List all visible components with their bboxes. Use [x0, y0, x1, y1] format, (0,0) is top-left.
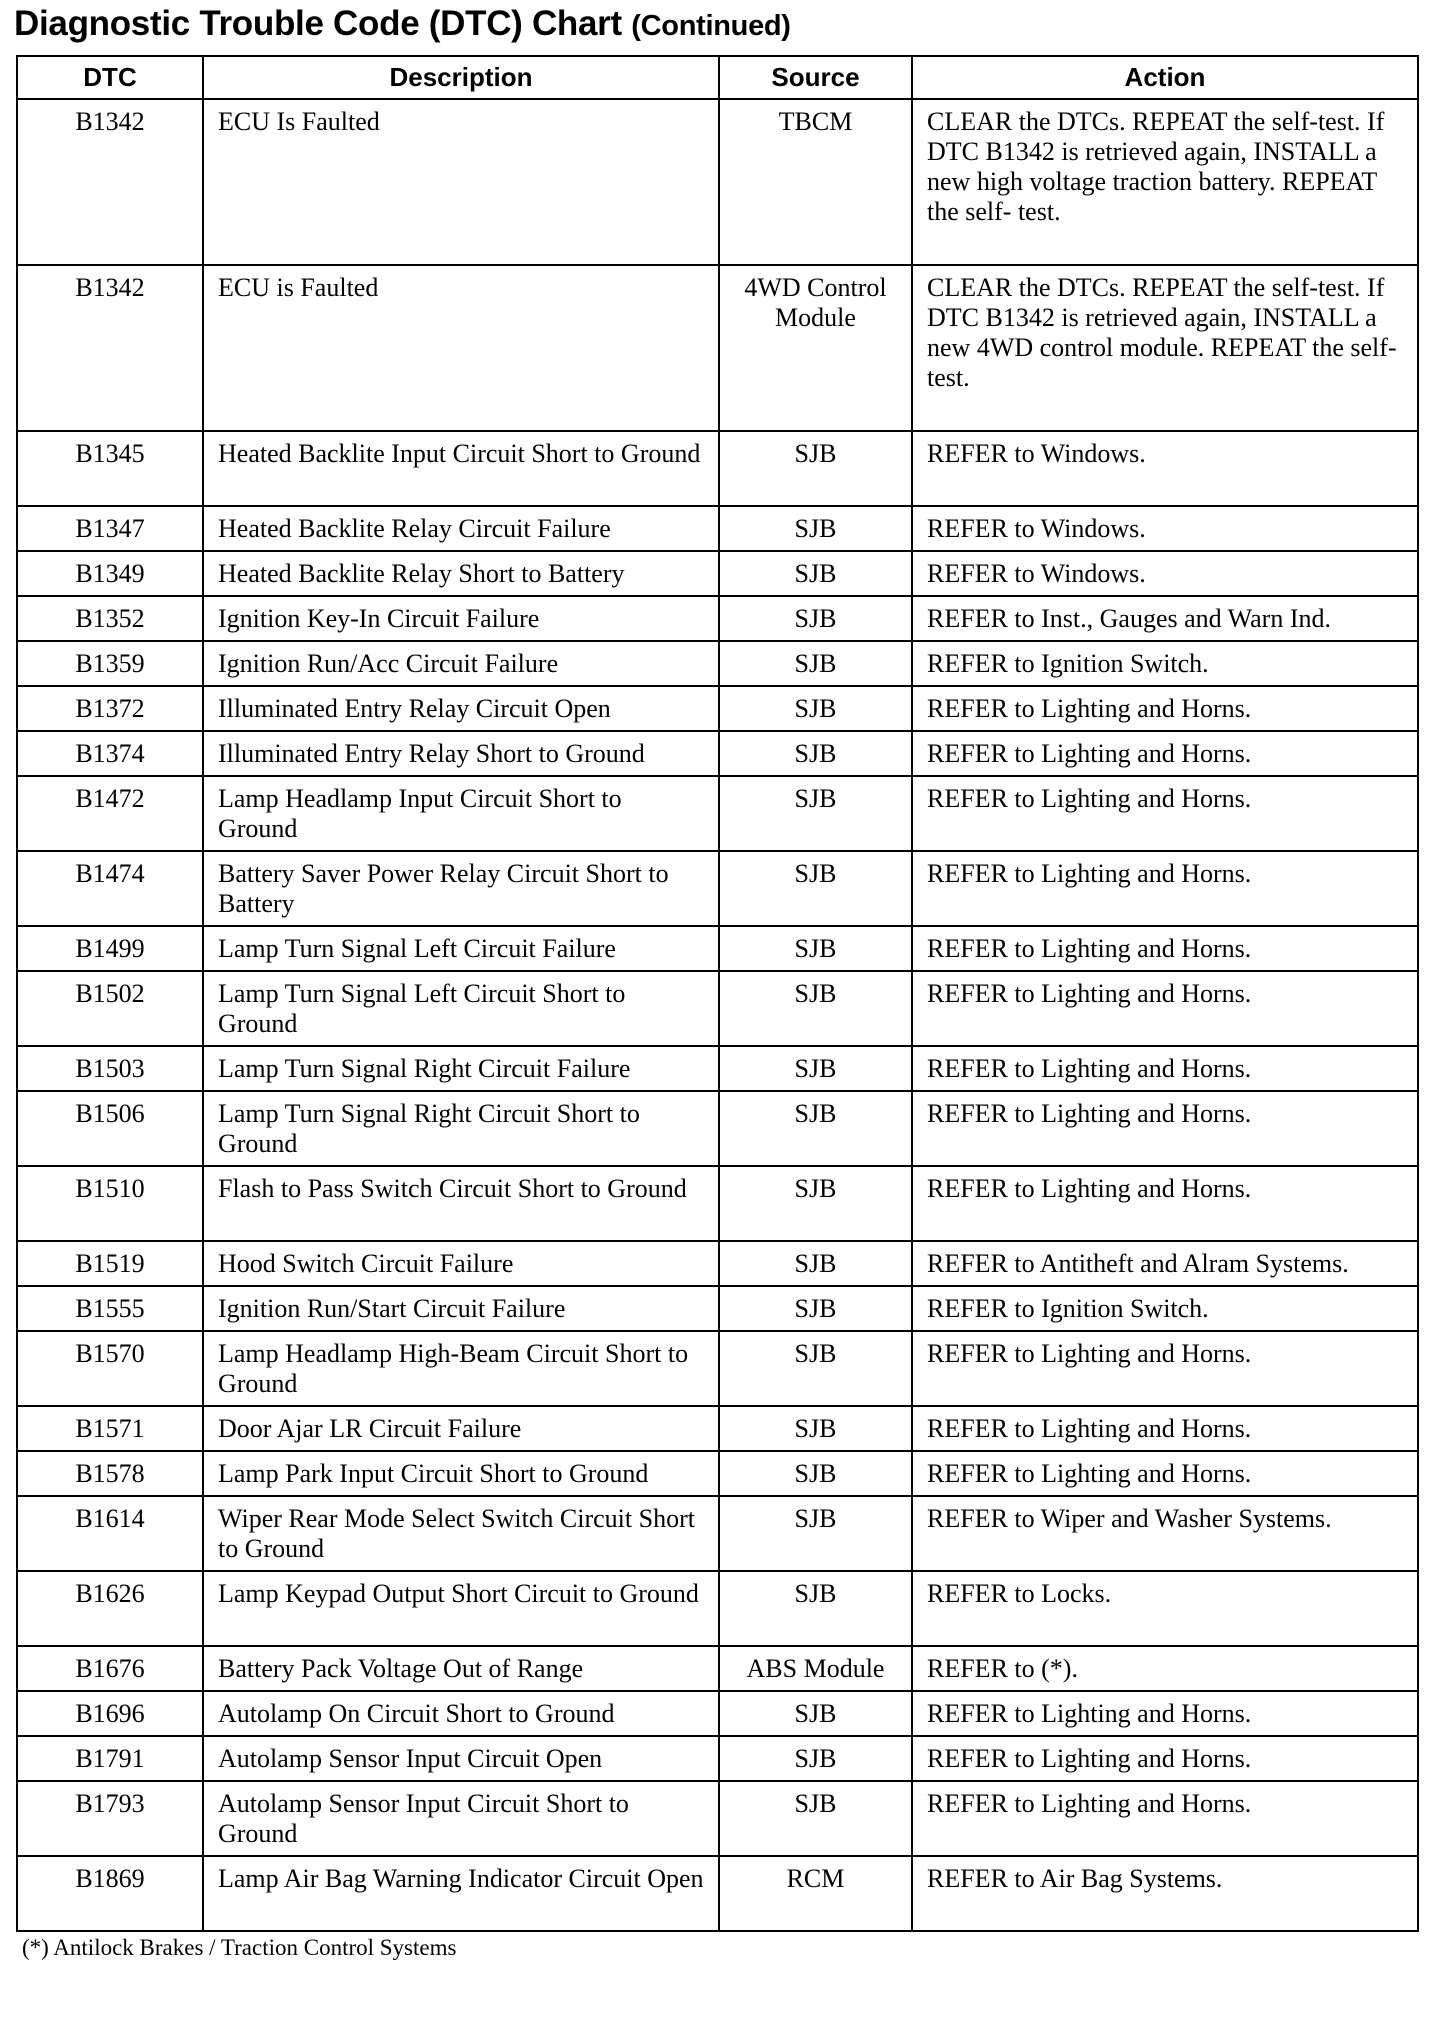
table-row	[17, 971, 1418, 1046]
table-row	[17, 265, 1418, 431]
dtc-action: CLEAR the DTCs. REPEAT the self-test. If DTC B1342 is retrieved again, INSTALL a new 4WD control module. REPEAT the self-test.	[912, 265, 1418, 431]
dtc-code: B1503	[17, 1046, 203, 1091]
dtc-description: Flash to Pass Switch Circuit Short to Ground	[203, 1166, 719, 1241]
dtc-action: REFER to Antitheft and Alram Systems.	[912, 1241, 1418, 1286]
dtc-description: Autolamp On Circuit Short to Ground	[203, 1691, 719, 1736]
dtc-source: SJB	[719, 1046, 912, 1091]
dtc-code: B1571	[17, 1406, 203, 1451]
dtc-source: SJB	[719, 686, 912, 731]
dtc-action: REFER to Windows.	[912, 551, 1418, 596]
dtc-description: Lamp Turn Signal Left Circuit Failure	[203, 926, 719, 971]
table-row	[17, 1856, 1418, 1931]
dtc-description: ECU is Faulted	[203, 265, 719, 431]
dtc-description: Lamp Headlamp High-Beam Circuit Short to Ground	[203, 1331, 719, 1406]
dtc-source: SJB	[719, 1091, 912, 1166]
dtc-source: 4WD Control Module	[719, 265, 912, 431]
dtc-source: SJB	[719, 1451, 912, 1496]
dtc-code: B1372	[17, 686, 203, 731]
dtc-code: B1578	[17, 1451, 203, 1496]
dtc-code: B1342	[17, 99, 203, 265]
dtc-code: B1614	[17, 1496, 203, 1571]
dtc-description: Autolamp Sensor Input Circuit Open	[203, 1736, 719, 1781]
dtc-action: REFER to Lighting and Horns.	[912, 1046, 1418, 1091]
dtc-action: REFER to Lighting and Horns.	[912, 1736, 1418, 1781]
header-description: Description	[203, 56, 719, 99]
dtc-description: Illuminated Entry Relay Circuit Open	[203, 686, 719, 731]
dtc-description: Battery Pack Voltage Out of Range	[203, 1646, 719, 1691]
dtc-source: SJB	[719, 1166, 912, 1241]
dtc-action: REFER to Lighting and Horns.	[912, 1451, 1418, 1496]
table-row	[17, 1571, 1418, 1646]
table-row	[17, 1691, 1418, 1736]
header-action: Action	[912, 56, 1418, 99]
dtc-code: B1506	[17, 1091, 203, 1166]
dtc-action: REFER to Lighting and Horns.	[912, 851, 1418, 926]
dtc-code: B1349	[17, 551, 203, 596]
dtc-action: REFER to Air Bag Systems.	[912, 1856, 1418, 1931]
table-row	[17, 1781, 1418, 1856]
dtc-source: SJB	[719, 851, 912, 926]
dtc-code: B1676	[17, 1646, 203, 1691]
page-title	[14, 4, 791, 44]
table-row	[17, 1451, 1418, 1496]
dtc-description: Lamp Air Bag Warning Indicator Circuit Open	[203, 1856, 719, 1931]
dtc-source: RCM	[719, 1856, 912, 1931]
dtc-description: Wiper Rear Mode Select Switch Circuit Short to Ground	[203, 1496, 719, 1571]
table-row	[17, 1646, 1418, 1691]
dtc-code: B1342	[17, 265, 203, 431]
dtc-description: Hood Switch Circuit Failure	[203, 1241, 719, 1286]
title-text: Diagnostic Trouble Code (DTC) Chart	[14, 4, 622, 43]
dtc-description: Lamp Turn Signal Left Circuit Short to Ground	[203, 971, 719, 1046]
dtc-description: Heated Backlite Relay Short to Battery	[203, 551, 719, 596]
dtc-code: B1696	[17, 1691, 203, 1736]
dtc-source: SJB	[719, 1736, 912, 1781]
table-row	[17, 1286, 1418, 1331]
table-row	[17, 1331, 1418, 1406]
dtc-description: Door Ajar LR Circuit Failure	[203, 1406, 719, 1451]
dtc-description: Lamp Keypad Output Short Circuit to Ground	[203, 1571, 719, 1646]
dtc-code: B1345	[17, 431, 203, 506]
dtc-action: REFER to Windows.	[912, 431, 1418, 506]
dtc-code: B1347	[17, 506, 203, 551]
header-source: Source	[719, 56, 912, 99]
header-dtc: DTC	[17, 56, 203, 99]
dtc-description: Battery Saver Power Relay Circuit Short to Battery	[203, 851, 719, 926]
dtc-code: B1519	[17, 1241, 203, 1286]
dtc-action: REFER to Lighting and Horns.	[912, 731, 1418, 776]
table-row	[17, 851, 1418, 926]
dtc-description: Lamp Headlamp Input Circuit Short to Ground	[203, 776, 719, 851]
dtc-action: REFER to Lighting and Horns.	[912, 1781, 1418, 1856]
dtc-code: B1510	[17, 1166, 203, 1241]
table-body	[17, 99, 1418, 1931]
dtc-action: REFER to Locks.	[912, 1571, 1418, 1646]
dtc-code: B1359	[17, 641, 203, 686]
dtc-action: REFER to Wiper and Washer Systems.	[912, 1496, 1418, 1571]
dtc-source: SJB	[719, 1691, 912, 1736]
dtc-code: B1472	[17, 776, 203, 851]
table-row	[17, 776, 1418, 851]
dtc-action: REFER to Lighting and Horns.	[912, 686, 1418, 731]
dtc-action: REFER to Ignition Switch.	[912, 1286, 1418, 1331]
dtc-source: SJB	[719, 431, 912, 506]
dtc-code: B1474	[17, 851, 203, 926]
table-row	[17, 1496, 1418, 1571]
dtc-source: SJB	[719, 506, 912, 551]
table-row	[17, 1046, 1418, 1091]
table-header	[17, 56, 1418, 99]
dtc-description: Lamp Turn Signal Right Circuit Failure	[203, 1046, 719, 1091]
dtc-description: Ignition Run/Acc Circuit Failure	[203, 641, 719, 686]
table-row	[17, 1736, 1418, 1781]
dtc-code: B1791	[17, 1736, 203, 1781]
dtc-description: ECU Is Faulted	[203, 99, 719, 265]
dtc-description: Heated Backlite Input Circuit Short to Ground	[203, 431, 719, 506]
dtc-code: B1626	[17, 1571, 203, 1646]
dtc-code: B1570	[17, 1331, 203, 1406]
dtc-source: SJB	[719, 1781, 912, 1856]
dtc-action: REFER to Windows.	[912, 506, 1418, 551]
dtc-source: TBCM	[719, 99, 912, 265]
dtc-source: SJB	[719, 596, 912, 641]
dtc-action: REFER to Inst., Gauges and Warn Ind.	[912, 596, 1418, 641]
dtc-action: REFER to Ignition Switch.	[912, 641, 1418, 686]
header-row	[17, 56, 1418, 99]
dtc-source: SJB	[719, 1406, 912, 1451]
dtc-action: REFER to Lighting and Horns.	[912, 1091, 1418, 1166]
dtc-table	[16, 55, 1419, 1932]
table-row	[17, 1406, 1418, 1451]
dtc-code: B1499	[17, 926, 203, 971]
dtc-action: REFER to Lighting and Horns.	[912, 1331, 1418, 1406]
table-row	[17, 431, 1418, 506]
dtc-description: Autolamp Sensor Input Circuit Short to Ground	[203, 1781, 719, 1856]
dtc-action: REFER to Lighting and Horns.	[912, 926, 1418, 971]
dtc-source: SJB	[719, 1286, 912, 1331]
dtc-action: REFER to Lighting and Horns.	[912, 971, 1418, 1046]
dtc-source: SJB	[719, 926, 912, 971]
dtc-code: B1869	[17, 1856, 203, 1931]
table-row	[17, 99, 1418, 265]
dtc-code: B1502	[17, 971, 203, 1046]
dtc-source: SJB	[719, 1496, 912, 1571]
dtc-description: Heated Backlite Relay Circuit Failure	[203, 506, 719, 551]
table-row	[17, 641, 1418, 686]
table-row	[17, 596, 1418, 641]
dtc-source: SJB	[719, 731, 912, 776]
dtc-action: REFER to Lighting and Horns.	[912, 776, 1418, 851]
table-row	[17, 551, 1418, 596]
dtc-source: SJB	[719, 1571, 912, 1646]
dtc-code: B1555	[17, 1286, 203, 1331]
table-row	[17, 731, 1418, 776]
dtc-description: Illuminated Entry Relay Short to Ground	[203, 731, 719, 776]
table-row	[17, 506, 1418, 551]
title-suffix: (Continued)	[631, 10, 791, 42]
dtc-source: SJB	[719, 1331, 912, 1406]
dtc-description: Ignition Key-In Circuit Failure	[203, 596, 719, 641]
dtc-source: ABS Module	[719, 1646, 912, 1691]
dtc-action: REFER to Lighting and Horns.	[912, 1166, 1418, 1241]
dtc-code: B1352	[17, 596, 203, 641]
table-row	[17, 686, 1418, 731]
dtc-description: Ignition Run/Start Circuit Failure	[203, 1286, 719, 1331]
dtc-source: SJB	[719, 971, 912, 1046]
dtc-action: REFER to Lighting and Horns.	[912, 1406, 1418, 1451]
table-row	[17, 926, 1418, 971]
dtc-source: SJB	[719, 776, 912, 851]
dtc-source: SJB	[719, 641, 912, 686]
dtc-action: REFER to Lighting and Horns.	[912, 1691, 1418, 1736]
dtc-source: SJB	[719, 1241, 912, 1286]
dtc-description: Lamp Turn Signal Right Circuit Short to Ground	[203, 1091, 719, 1166]
dtc-code: B1793	[17, 1781, 203, 1856]
dtc-description: Lamp Park Input Circuit Short to Ground	[203, 1451, 719, 1496]
dtc-action: CLEAR the DTCs. REPEAT the self-test. If DTC B1342 is retrieved again, INSTALL a new high voltage traction battery. REPEAT the self- test.	[912, 99, 1418, 265]
dtc-source: SJB	[719, 551, 912, 596]
table-row	[17, 1241, 1418, 1286]
footnote: (*) Antilock Brakes / Traction Control Systems	[22, 1935, 457, 1960]
table-row	[17, 1166, 1418, 1241]
dtc-action: REFER to (*).	[912, 1646, 1418, 1691]
table-row	[17, 1091, 1418, 1166]
dtc-code: B1374	[17, 731, 203, 776]
